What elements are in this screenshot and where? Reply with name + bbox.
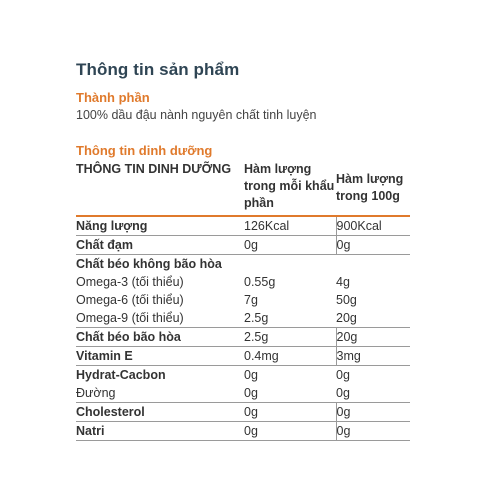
per-serving-value: 2.5g — [244, 311, 269, 325]
per-100g-value: 900Kcal — [336, 216, 410, 236]
nutrient-name: Omega-3 (tối thiểu) — [76, 275, 184, 289]
nutrient-name: Chất béo bão hòa — [76, 330, 181, 344]
per-serving-value: 0g — [244, 405, 258, 419]
table-row — [76, 403, 410, 422]
nutrition-heading: Thông tin dinh dưỡng — [76, 143, 213, 158]
per-100g-value: 20g — [336, 311, 357, 325]
per-serving-value: 0g — [244, 238, 258, 252]
per-100g-value: 0g — [336, 236, 410, 255]
per-serving-value: 7g — [244, 293, 258, 307]
per-serving-value: 0.4mg — [244, 349, 279, 363]
table-row — [76, 422, 410, 441]
table-row — [76, 291, 410, 309]
ingredients-heading: Thành phần — [76, 90, 150, 105]
table-row — [76, 347, 410, 366]
page-title: Thông tin sản phẩm — [76, 60, 240, 79]
nutrient-name: Chất béo không bão hòa — [76, 257, 222, 271]
column-header-per-100g: Hàm lượng trong 100g — [336, 171, 404, 203]
nutrient-name: Vitamin E — [76, 349, 133, 363]
nutrient-name: Omega-6 (tối thiểu) — [76, 293, 184, 307]
table-row — [76, 309, 410, 328]
per-serving-value: 0g — [244, 386, 258, 400]
per-100g-value: 20g — [336, 328, 410, 347]
per-100g-value: 0g — [336, 422, 410, 441]
per-serving-value — [244, 255, 336, 274]
ingredients-text: 100% dầu đậu nành nguyên chất tinh luyện — [76, 108, 317, 122]
per-100g-value — [336, 255, 410, 274]
table-row — [76, 273, 410, 291]
per-100g-value: 0g — [336, 386, 350, 400]
per-serving-value: 126Kcal — [244, 219, 290, 233]
column-header-name: THÔNG TIN DINH DƯỠNG — [76, 162, 232, 176]
table-row — [76, 366, 410, 385]
nutrient-name: Năng lượng — [76, 219, 148, 233]
nutrient-name: Hydrat-Cacbon — [76, 368, 166, 382]
per-100g-value: 3mg — [336, 347, 410, 366]
nutrition-table-header — [76, 161, 410, 216]
per-100g-value: 0g — [336, 403, 410, 422]
table-row — [76, 255, 410, 274]
per-100g-value: 0g — [336, 368, 350, 382]
per-100g-value: 4g — [336, 275, 350, 289]
per-serving-value: 0.55g — [244, 275, 276, 289]
table-row — [76, 384, 410, 403]
nutrient-name: Đường — [76, 386, 116, 400]
nutrient-name: Cholesterol — [76, 405, 145, 419]
per-serving-value: 0g — [244, 424, 258, 438]
nutrient-name: Omega-9 (tối thiểu) — [76, 311, 184, 325]
per-100g-value: 50g — [336, 293, 357, 307]
nutrition-table — [76, 161, 410, 441]
per-serving-value: 2.5g — [244, 330, 269, 344]
table-row — [76, 236, 410, 255]
nutrient-name: Natri — [76, 424, 105, 438]
column-header-per-serving: Hàm lượng trong mỗi khẩu phần — [244, 162, 335, 210]
table-row — [76, 328, 410, 347]
table-row — [76, 216, 410, 236]
nutrient-name: Chất đạm — [76, 238, 133, 252]
per-serving-value: 0g — [244, 368, 258, 382]
